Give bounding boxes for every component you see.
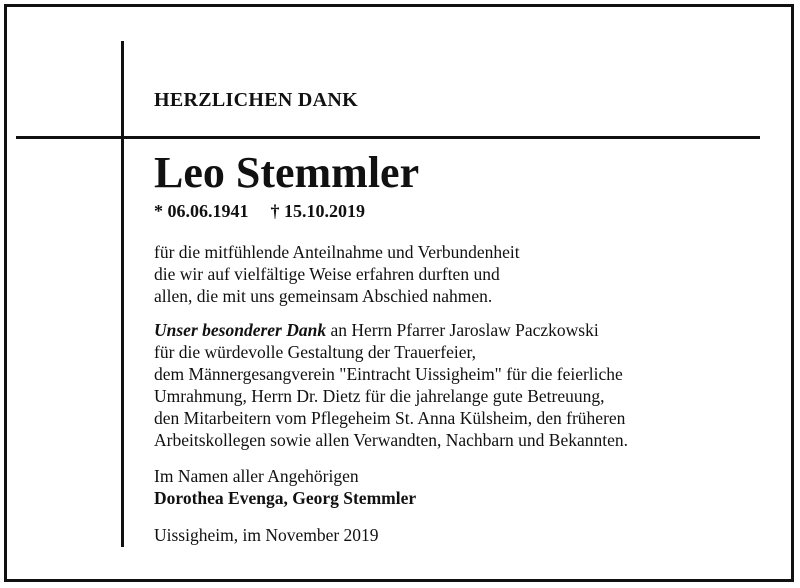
on-behalf-line: Im Namen aller Angehörigen <box>154 466 359 486</box>
signers: Dorothea Evenga, Georg Stemmler <box>154 488 417 508</box>
death-date: † 15.10.2019 <box>270 201 365 221</box>
thanks-line: dem Männergesangverein "Eintracht Uissigheim" für die feierliche <box>154 364 623 384</box>
thanks-paragraph <box>154 319 628 451</box>
thanks-line: Arbeitskollegen sowie allen Verwandten, Nachbarn und Bekannten. <box>154 430 628 450</box>
intro-line: allen, die mit uns gemeinsam Abschied nahmen. <box>154 286 493 306</box>
place-date: Uissigheim, im November 2019 <box>154 525 379 545</box>
intro-line: die wir auf vielfältige Weise erfahren durften und <box>154 264 500 284</box>
intro-paragraph <box>154 241 520 307</box>
deceased-name: Leo Stemmler <box>154 148 420 197</box>
thanks-emphasis: Unser besonderer Dank <box>154 320 327 340</box>
thanks-first-line-rest: an Herrn Pfarrer Jaroslaw Paczkowski <box>326 320 599 340</box>
thanks-line: für die würdevolle Gestaltung der Trauerfeier, <box>154 342 476 362</box>
closing-block <box>154 465 416 509</box>
cross-horizontal-bar <box>16 136 760 139</box>
cross-vertical-bar <box>121 41 124 547</box>
notice-heading: HERZLICHEN DANK <box>154 89 358 111</box>
intro-line: für die mitfühlende Anteilnahme und Verbundenheit <box>154 242 520 262</box>
thanks-line: Umrahmung, Herrn Dr. Dietz für die jahrelange gute Betreuung, <box>154 386 605 406</box>
thanks-first-line <box>154 319 628 341</box>
thanks-line: den Mitarbeitern vom Pflegeheim St. Anna Külsheim, den früheren <box>154 408 626 428</box>
life-dates <box>154 201 365 222</box>
birth-date: * 06.06.1941 <box>154 201 249 221</box>
